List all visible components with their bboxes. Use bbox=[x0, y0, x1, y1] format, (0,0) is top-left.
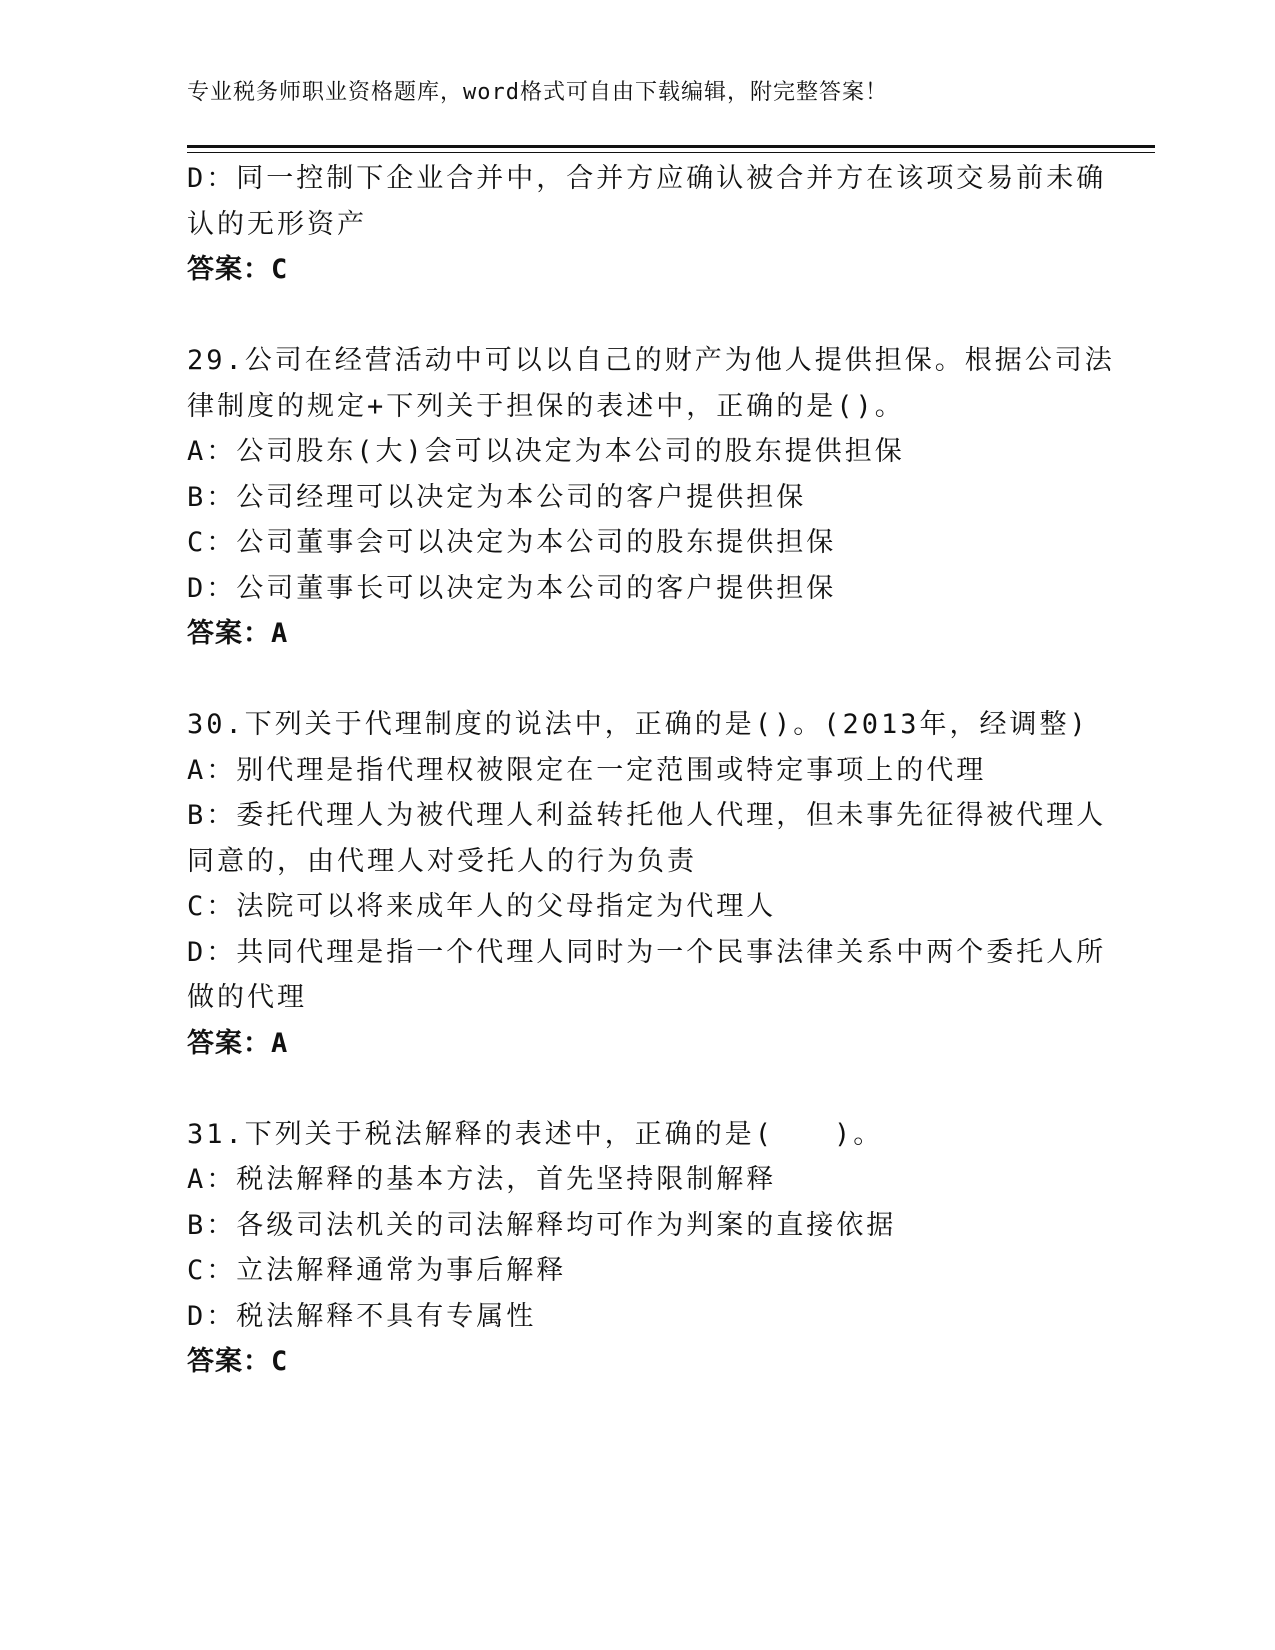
spacer bbox=[187, 293, 1087, 339]
question-31-option-b: B：各级司法机关的司法解释均可作为判案的直接依据 bbox=[187, 1209, 897, 1241]
question-31-option-d: D：税法解释不具有专属性 bbox=[187, 1300, 537, 1332]
question-31-stem: 31.下列关于税法解释的表述中，正确的是( )。 bbox=[187, 1118, 884, 1150]
question-content bbox=[187, 156, 1115, 1385]
spacer bbox=[187, 657, 1087, 703]
page-header: 专业税务师职业资格题库，word格式可自由下载编辑，附完整答案！ bbox=[187, 80, 888, 105]
answer-label: 答案：C bbox=[187, 254, 289, 285]
question-30-option-b-continuation: 同意的，由代理人对受托人的行为负责 bbox=[187, 845, 697, 877]
question-30-answer: 答案：A bbox=[187, 1027, 289, 1059]
option-d-continuation: 认的无形资产 bbox=[187, 208, 367, 240]
question-29-answer: 答案：A bbox=[187, 618, 289, 649]
question-31-answer: 答案：C bbox=[187, 1346, 289, 1377]
spacer bbox=[187, 1066, 1087, 1112]
option-d-line: D：同一控制下企业合并中，合并方应确认被合并方在该项交易前未确 bbox=[187, 163, 1107, 194]
question-30-option-d: D：共同代理是指一个代理人同时为一个民事法律关系中两个委托人所 bbox=[187, 936, 1107, 968]
question-31-option-c: C：立法解释通常为事后解释 bbox=[187, 1255, 567, 1286]
question-30-option-a: A：别代理是指代理权被限定在一定范围或特定事项上的代理 bbox=[187, 754, 987, 786]
question-30-option-d-continuation: 做的代理 bbox=[187, 982, 307, 1013]
header-rule-thick bbox=[187, 145, 1155, 148]
question-29-stem: 29.公司在经营活动中可以以自己的财产为他人提供担保。根据公司法 bbox=[187, 345, 1115, 376]
question-29-option-b: B：公司经理可以决定为本公司的客户提供担保 bbox=[187, 481, 807, 513]
question-31-option-a: A：税法解释的基本方法，首先坚持限制解释 bbox=[187, 1164, 777, 1195]
question-30-option-b: B：委托代理人为被代理人利益转托他人代理，但未事先征得被代理人 bbox=[187, 800, 1107, 831]
question-30-option-c: C：法院可以将来成年人的父母指定为代理人 bbox=[187, 891, 777, 922]
question-29-option-c: C：公司董事会可以决定为本公司的股东提供担保 bbox=[187, 527, 837, 558]
question-30-stem: 30.下列关于代理制度的说法中，正确的是()。(2013年，经调整) bbox=[187, 709, 1089, 740]
header-rule-thin bbox=[187, 152, 1155, 153]
question-29-option-a: A：公司股东(大)会可以决定为本公司的股东提供担保 bbox=[187, 436, 905, 467]
question-29-stem-continuation: 律制度的规定+下列关于担保的表述中，正确的是()。 bbox=[187, 390, 905, 422]
question-29-option-d: D：公司董事长可以决定为本公司的客户提供担保 bbox=[187, 572, 837, 604]
